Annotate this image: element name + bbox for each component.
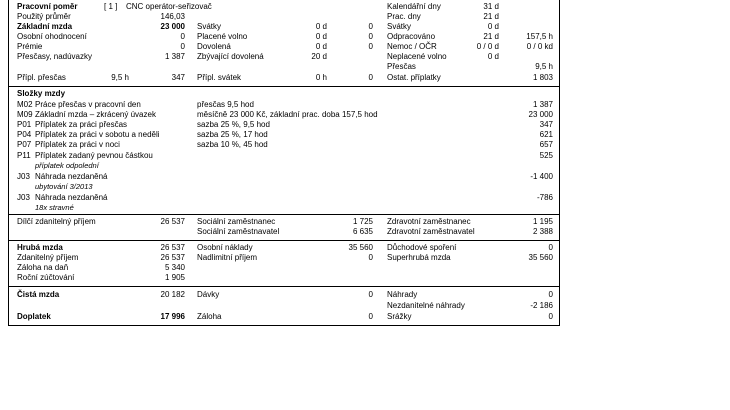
right-overtime-value: 9,5 h bbox=[535, 62, 553, 71]
sickness-days: 0 / 0 d bbox=[476, 42, 499, 51]
component-code: J03 bbox=[17, 172, 30, 181]
gross-wage-value: 26 537 bbox=[160, 243, 185, 252]
divider bbox=[9, 214, 559, 215]
sickness-value: 0 / 0 kd bbox=[526, 42, 553, 51]
component-value: 23 000 bbox=[528, 110, 553, 119]
vacation-days: 0 d bbox=[315, 42, 327, 51]
net-wage-label: Čistá mzda bbox=[17, 290, 60, 299]
paid-leave-label: Placené volno bbox=[197, 32, 248, 41]
taxable-income-value: 26 537 bbox=[160, 253, 185, 262]
over-limit-income-value: 0 bbox=[368, 253, 373, 262]
compensations-label: Náhrady bbox=[387, 290, 418, 299]
overtime-bonus-value: 347 bbox=[171, 73, 185, 82]
partial-income-label: Dílčí zdanitelný příjem bbox=[17, 217, 96, 226]
job-position: CNC operátor-seřizovač bbox=[126, 2, 212, 11]
sickness-label: Nemoc / OČR bbox=[387, 42, 437, 51]
base-wage-value: 23 000 bbox=[160, 22, 185, 31]
component-label: Příplatek za práci v noci bbox=[35, 140, 120, 149]
vacation-value: 0 bbox=[368, 42, 373, 51]
holidays-label: Svátky bbox=[197, 22, 222, 31]
component-desc: přesčas 9,5 hod bbox=[197, 100, 254, 109]
component-code: P01 bbox=[17, 120, 32, 129]
holiday-bonus-hours: 0 h bbox=[315, 73, 327, 82]
component-label: Příplatek zadaný pevnou částkou bbox=[35, 151, 153, 160]
vacation-label: Dovolená bbox=[197, 42, 231, 51]
component-code: P04 bbox=[17, 130, 32, 139]
component-label: Náhrada nezdaněná bbox=[35, 193, 108, 202]
component-note: příplatek odpolední bbox=[35, 161, 99, 170]
benefits-value: 0 bbox=[368, 290, 373, 299]
component-desc: sazba 10 %, 45 hod bbox=[197, 140, 268, 149]
component-desc: měsíčně 23 000 Kč, základní prac. doba 157,5 hod bbox=[197, 110, 378, 119]
payslip bbox=[8, 0, 560, 326]
work-days-label: Prac. dny bbox=[387, 12, 421, 21]
health-employee-value: 1 195 bbox=[532, 217, 553, 226]
tax-advance-value: 5 340 bbox=[164, 263, 185, 272]
pension-savings-label: Důchodové spoření bbox=[387, 243, 457, 252]
health-employee-label: Zdravotní zaměstnanec bbox=[387, 217, 471, 226]
over-limit-income-label: Nadlimitní příjem bbox=[197, 253, 258, 262]
unpaid-leave-days: 0 d bbox=[487, 52, 499, 61]
super-gross-value: 35 560 bbox=[528, 253, 553, 262]
employment-label: Pracovní poměr bbox=[17, 2, 78, 11]
other-bonuses-label: Ostat. příplatky bbox=[387, 73, 441, 82]
social-employee-label: Sociální zaměstnanec bbox=[197, 217, 276, 226]
worked-label: Odpracováno bbox=[387, 32, 436, 41]
component-desc: sazba 25 %, 9,5 hod bbox=[197, 120, 270, 129]
component-note: 18x stravné bbox=[35, 203, 74, 212]
health-employer-value: 2 388 bbox=[532, 227, 553, 236]
right-holidays-label: Svátky bbox=[387, 22, 412, 31]
deductions-label: Srážky bbox=[387, 312, 412, 321]
untaxed-compensations-label: Nezdanitelné náhrady bbox=[387, 301, 465, 310]
component-label: Příplatek za práci přesčas bbox=[35, 120, 128, 129]
social-employee-value: 1 725 bbox=[352, 217, 373, 226]
bonus-label: Prémie bbox=[17, 42, 43, 51]
divider bbox=[9, 86, 559, 87]
component-value: 621 bbox=[539, 130, 553, 139]
paid-leave-days: 0 d bbox=[315, 32, 327, 41]
component-label: Příplatek za práci v sobotu a neděli bbox=[35, 130, 160, 139]
overtime-label: Přesčasy, nadúvazky bbox=[17, 52, 92, 61]
net-wage-value: 20 182 bbox=[160, 290, 185, 299]
overtime-value: 1 387 bbox=[164, 52, 185, 61]
component-code: P07 bbox=[17, 140, 32, 149]
personal-eval-label: Osobní ohodnocení bbox=[17, 32, 87, 41]
bonus-value: 0 bbox=[180, 42, 185, 51]
components-title: Složky mzdy bbox=[17, 89, 66, 98]
base-wage-label: Základní mzda bbox=[17, 22, 73, 31]
annual-settlement-label: Roční zúčtování bbox=[17, 273, 75, 282]
component-value: 657 bbox=[539, 140, 553, 149]
component-label: Základní mzda – zkrácený úvazek bbox=[35, 110, 156, 119]
component-label: Práce přesčas v pracovní den bbox=[35, 100, 141, 109]
component-note: ubytování 3/2013 bbox=[35, 182, 93, 191]
component-value: 525 bbox=[539, 151, 553, 160]
tax-advance-label: Záloha na daň bbox=[17, 263, 69, 272]
remaining-vacation-label: Zbývající dovolená bbox=[197, 52, 264, 61]
component-code: M09 bbox=[17, 110, 33, 119]
component-value: 347 bbox=[539, 120, 553, 129]
pension-savings-value: 0 bbox=[548, 243, 553, 252]
unpaid-leave-label: Neplacené volno bbox=[387, 52, 447, 61]
avg-label: Použitý průměr bbox=[17, 12, 71, 21]
compensations-value: 0 bbox=[548, 290, 553, 299]
component-value: -786 bbox=[536, 193, 553, 202]
worked-days: 21 d bbox=[483, 32, 499, 41]
other-bonuses-value: 1 803 bbox=[532, 73, 553, 82]
work-days-value: 21 d bbox=[483, 12, 499, 21]
divider bbox=[9, 286, 559, 287]
component-code: M02 bbox=[17, 100, 33, 109]
right-holidays-value: 0 d bbox=[487, 22, 499, 31]
gross-wage-label: Hrubá mzda bbox=[17, 243, 63, 252]
component-value: 1 387 bbox=[532, 100, 553, 109]
extra-payment-label: Doplatek bbox=[17, 312, 51, 321]
component-label: Náhrada nezdaněná bbox=[35, 172, 108, 181]
remaining-vacation-days: 20 d bbox=[311, 52, 327, 61]
holidays-value: 0 bbox=[368, 22, 373, 31]
avg-value: 146,03 bbox=[160, 12, 185, 21]
advance-label: Záloha bbox=[197, 312, 222, 321]
worked-hours: 157,5 h bbox=[526, 32, 553, 41]
social-employer-label: Sociální zaměstnavatel bbox=[197, 227, 280, 236]
holidays-days: 0 d bbox=[315, 22, 327, 31]
overtime-bonus-label: Přípl. přesčas bbox=[17, 73, 66, 82]
annual-settlement-value: 1 905 bbox=[164, 273, 185, 282]
overtime-bonus-hours: 9,5 h bbox=[111, 73, 129, 82]
deductions-value: 0 bbox=[548, 312, 553, 321]
taxable-income-label: Zdanitelný příjem bbox=[17, 253, 79, 262]
employment-number: [ 1 ] bbox=[104, 2, 118, 11]
partial-income-value: 26 537 bbox=[160, 217, 185, 226]
component-code: J03 bbox=[17, 193, 30, 202]
benefits-label: Dávky bbox=[197, 290, 220, 299]
component-value: -1 400 bbox=[530, 172, 553, 181]
untaxed-compensations-value: -2 186 bbox=[530, 301, 553, 310]
divider bbox=[9, 240, 559, 241]
super-gross-label: Superhrubá mzda bbox=[387, 253, 451, 262]
paid-leave-value: 0 bbox=[368, 32, 373, 41]
advance-value: 0 bbox=[368, 312, 373, 321]
holiday-bonus-label: Přípl. svátek bbox=[197, 73, 242, 82]
calendar-days-label: Kalendářní dny bbox=[387, 2, 441, 11]
component-code: P11 bbox=[17, 151, 31, 160]
personal-costs-value: 35 560 bbox=[348, 243, 373, 252]
component-desc: sazba 25 %, 17 hod bbox=[197, 130, 268, 139]
personal-costs-label: Osobní náklady bbox=[197, 243, 253, 252]
right-overtime-label: Přesčas bbox=[387, 62, 416, 71]
social-employer-value: 6 635 bbox=[352, 227, 373, 236]
calendar-days-value: 31 d bbox=[483, 2, 499, 11]
health-employer-label: Zdravotní zaměstnavatel bbox=[387, 227, 475, 236]
extra-payment-value: 17 996 bbox=[160, 312, 185, 321]
personal-eval-value: 0 bbox=[180, 32, 185, 41]
holiday-bonus-value: 0 bbox=[368, 73, 373, 82]
